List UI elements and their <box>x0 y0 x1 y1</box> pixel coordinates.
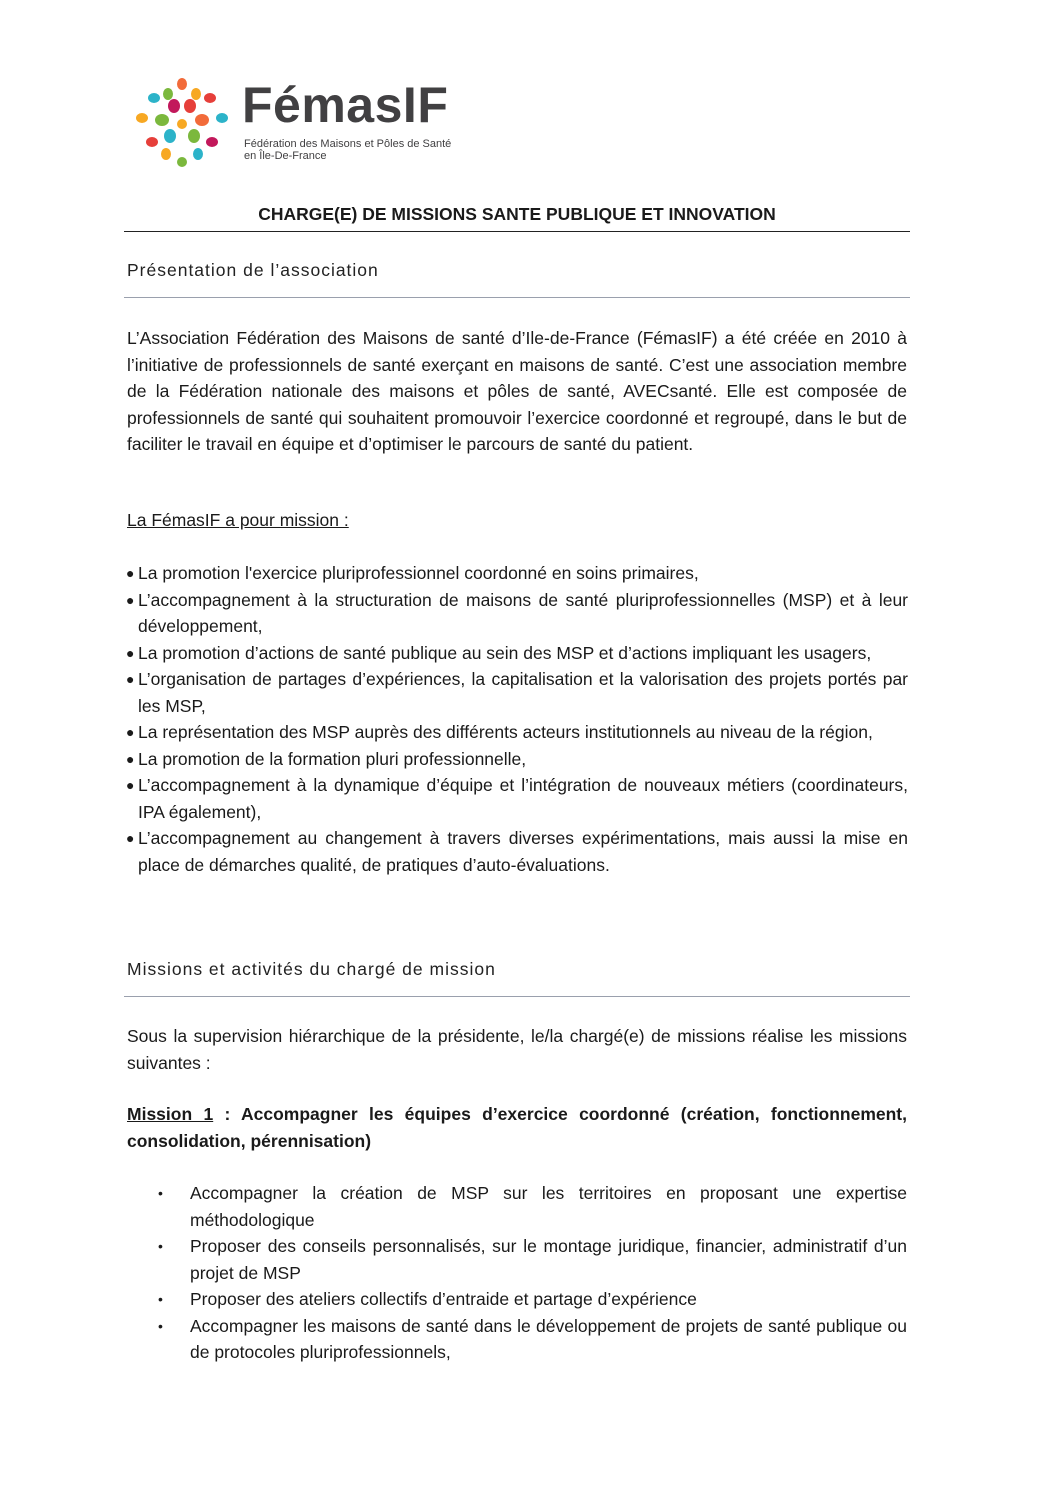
mission-1-text: : Accompagner les équipes d’exercice coordonné (création, fonctionnement, consolidation, pérennisation) <box>127 1104 907 1151</box>
section-divider <box>124 297 910 298</box>
title-underline <box>124 231 910 232</box>
bullet-icon: • <box>158 1317 163 1334</box>
mission-1-label: Mission 1 <box>127 1104 214 1124</box>
bullet-icon: • <box>158 1291 163 1307</box>
missions-list <box>127 560 908 878</box>
bullet-icon: ● <box>126 750 135 767</box>
list-item: ● L’accompagnement à la dynamique d’équipe et l’intégration de nouveaux métiers (coordinateurs, IPA également), <box>127 772 908 825</box>
bullet-icon: ● <box>126 777 135 793</box>
list-item: • Accompagner les maisons de santé dans le développement de projets de santé publique ou de protocoles pluriprofessionnels, <box>190 1313 907 1366</box>
bullet-icon: ● <box>126 671 135 687</box>
list-item: ● La représentation des MSP auprès des différents acteurs institutionnels au niveau de la région, <box>127 719 908 746</box>
bullet-icon: ● <box>126 724 135 740</box>
list-item: • Accompagner la création de MSP sur les territoires en proposant une expertise méthodologique <box>190 1180 907 1233</box>
logo-subtitle-line1: Fédération des Maisons et Pôles de Santé <box>244 138 452 150</box>
document-title: CHARGE(E) DE MISSIONS SANTE PUBLIQUE ET INNOVATION <box>258 204 776 224</box>
bullet-icon: • <box>158 1238 163 1254</box>
bullet-icon: • <box>158 1185 163 1201</box>
list-item: ● La promotion d’actions de santé publique au sein des MSP et d’actions impliquant les usagers, <box>127 640 908 667</box>
list-item: ● L’organisation de partages d’expériences, la capitalisation et la valorisation des projets portés par les MSP, <box>127 666 908 719</box>
list-item: ● La promotion l'exercice pluriprofessionnel coordonné en soins primaires, <box>127 560 908 587</box>
mission-1-tasks <box>158 1180 907 1366</box>
list-item: ● La promotion de la formation pluri professionnelle, <box>127 746 908 773</box>
section-title-missions: Missions et activités du chargé de mission <box>127 959 496 979</box>
bullet-icon: ● <box>126 644 135 661</box>
list-item: • Proposer des ateliers collectifs d’entraide et partage d’expérience <box>190 1286 907 1313</box>
section-divider <box>124 996 910 997</box>
section-title-presentation: Présentation de l’association <box>127 260 379 280</box>
mission-heading <box>127 507 907 534</box>
mission-heading-text: La FémasIF a pour mission : <box>127 510 349 530</box>
logo-wordmark: FémasIF <box>242 77 449 133</box>
bullet-icon: ● <box>126 591 135 608</box>
bullet-icon: ● <box>126 830 135 846</box>
list-item: • Proposer des conseils personnalisés, sur le montage juridique, financier, administratif d’un projet de MSP <box>190 1233 907 1286</box>
femasif-logo <box>134 76 474 171</box>
bullet-icon: ● <box>126 565 135 581</box>
list-item: ● L’accompagnement à la structuration de maisons de santé pluriprofessionnelles (MSP) et à leur développement, <box>127 587 908 640</box>
list-item: ● L’accompagnement au changement à travers diverses expérimentations, mais aussi la mise en place de démarches qualité, de pratiques d’auto-évaluations. <box>127 825 908 878</box>
supervision-paragraph: Sous la supervision hiérarchique de la présidente, le/la chargé(e) de missions réalise les missions suivantes : <box>127 1026 907 1073</box>
logo-subtitle-line2: en Île-De-France <box>244 150 327 162</box>
mission-1-heading <box>127 1101 907 1154</box>
femasif-logo-icon <box>134 76 230 168</box>
association-paragraph: L’Association Fédération des Maisons de santé d’Ile-de-France (FémasIF) a été créée en 2010 à l’initiative de professionnels de santé exerçant en maisons de santé. C’est une association membre de la Fédération nationale des maisons et pôles de santé, AVECsanté. Elle est composée de professionnels de santé qui souhaitent promouvoir l’exercice coordonné et regroupé, dans le but de faciliter le travail en équipe et d’optimiser le parcours de santé du patient. <box>127 328 907 454</box>
logo-subtitle <box>244 138 484 162</box>
